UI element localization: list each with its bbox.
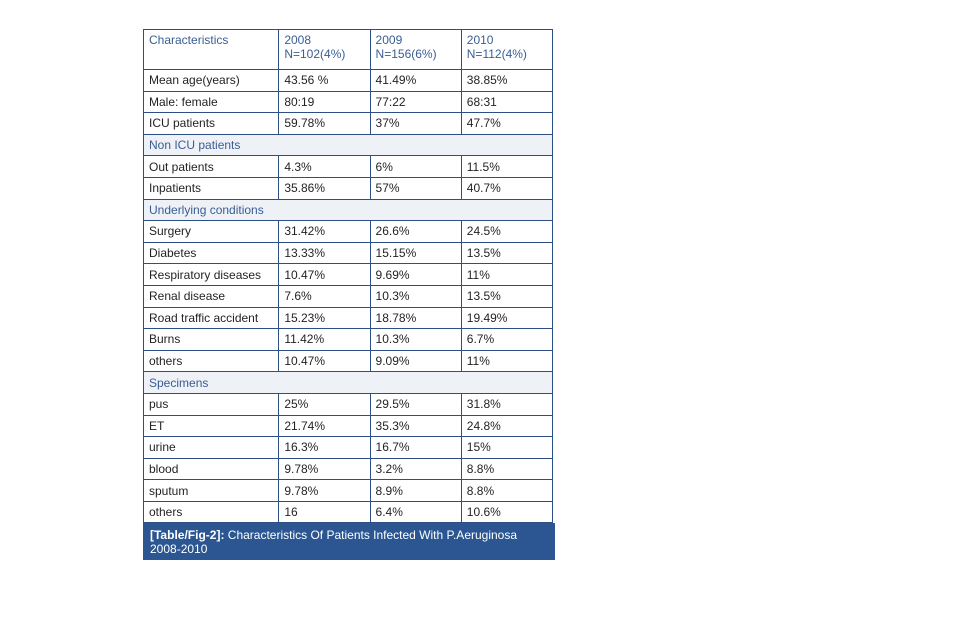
cell-value: 15.15% xyxy=(370,242,461,264)
cell-value: 8.8% xyxy=(461,480,552,502)
cell-value: 10.47% xyxy=(279,350,370,372)
table-body xyxy=(144,70,553,523)
table-row xyxy=(144,91,553,113)
cell-value: 9.69% xyxy=(370,264,461,286)
header-n: N=156(6%) xyxy=(375,47,437,61)
table-row xyxy=(144,393,553,415)
caption-text: Characteristics Of Patients Infected With P.Aeruginosa 2008-2010 xyxy=(150,528,518,557)
header-year: 2009 xyxy=(375,33,403,47)
row-label: pus xyxy=(144,393,279,415)
table-row xyxy=(144,113,553,135)
header-year: 2010 xyxy=(466,33,494,47)
cell-value: 11% xyxy=(461,264,552,286)
caption-tag: [Table/Fig-2]: xyxy=(150,528,225,543)
table-row xyxy=(144,329,553,351)
header-n: N=102(4%) xyxy=(284,47,346,61)
cell-value: 68:31 xyxy=(461,91,552,113)
table-row xyxy=(144,242,553,264)
cell-value: 31.8% xyxy=(461,393,552,415)
table-row xyxy=(144,501,553,523)
cell-value: 8.9% xyxy=(370,480,461,502)
row-label: others xyxy=(144,350,279,372)
cell-value: 9.09% xyxy=(370,350,461,372)
header-year: 2008 xyxy=(284,33,312,47)
cell-value: 9.78% xyxy=(279,458,370,480)
section-row xyxy=(144,372,553,394)
table-row xyxy=(144,177,553,199)
cell-value: 11.42% xyxy=(279,329,370,351)
cell-value: 10.6% xyxy=(461,501,552,523)
cell-value: 47.7% xyxy=(461,113,552,135)
row-label: ICU patients xyxy=(144,113,279,135)
header-2010 xyxy=(461,30,552,70)
cell-value: 21.74% xyxy=(279,415,370,437)
cell-value: 10.3% xyxy=(370,285,461,307)
header-n: N=112(4%) xyxy=(466,47,527,61)
row-label: others xyxy=(144,501,279,523)
cell-value: 35.3% xyxy=(370,415,461,437)
row-label: blood xyxy=(144,458,279,480)
cell-value: 3.2% xyxy=(370,458,461,480)
cell-value: 59.78% xyxy=(279,113,370,135)
row-label: Mean age(years) xyxy=(144,70,279,92)
cell-value: 24.5% xyxy=(461,221,552,243)
cell-value: 10.47% xyxy=(279,264,370,286)
table-row xyxy=(144,415,553,437)
row-label: sputum xyxy=(144,480,279,502)
row-label: Male: female xyxy=(144,91,279,113)
cell-value: 8.8% xyxy=(461,458,552,480)
table-row xyxy=(144,70,553,92)
row-label: Out patients xyxy=(144,156,279,178)
patient-characteristics-table xyxy=(143,29,553,523)
cell-value: 43.56 % xyxy=(279,70,370,92)
cell-value: 4.3% xyxy=(279,156,370,178)
patient-characteristics-table-figure xyxy=(143,29,553,560)
table-caption xyxy=(143,523,555,560)
cell-value: 16.3% xyxy=(279,437,370,459)
row-label: Renal disease xyxy=(144,285,279,307)
section-label: Specimens xyxy=(144,372,553,394)
cell-value: 26.6% xyxy=(370,221,461,243)
cell-value: 9.78% xyxy=(279,480,370,502)
cell-value: 15% xyxy=(461,437,552,459)
header-2009 xyxy=(370,30,461,70)
cell-value: 35.86% xyxy=(279,177,370,199)
cell-value: 13.33% xyxy=(279,242,370,264)
row-label: Burns xyxy=(144,329,279,351)
cell-value: 15.23% xyxy=(279,307,370,329)
cell-value: 6.7% xyxy=(461,329,552,351)
table-row xyxy=(144,264,553,286)
cell-value: 40.7% xyxy=(461,177,552,199)
cell-value: 7.6% xyxy=(279,285,370,307)
cell-value: 11.5% xyxy=(461,156,552,178)
cell-value: 80:19 xyxy=(279,91,370,113)
table-row xyxy=(144,307,553,329)
cell-value: 31.42% xyxy=(279,221,370,243)
cell-value: 77:22 xyxy=(370,91,461,113)
cell-value: 11% xyxy=(461,350,552,372)
cell-value: 25% xyxy=(279,393,370,415)
cell-value: 10.3% xyxy=(370,329,461,351)
cell-value: 38.85% xyxy=(461,70,552,92)
cell-value: 13.5% xyxy=(461,242,552,264)
table-row xyxy=(144,437,553,459)
table-row xyxy=(144,350,553,372)
row-label: Diabetes xyxy=(144,242,279,264)
cell-value: 18.78% xyxy=(370,307,461,329)
row-label: Road traffic accident xyxy=(144,307,279,329)
table-row xyxy=(144,221,553,243)
row-label: Respiratory diseases xyxy=(144,264,279,286)
table-row xyxy=(144,458,553,480)
cell-value: 57% xyxy=(370,177,461,199)
table-row xyxy=(144,480,553,502)
cell-value: 6.4% xyxy=(370,501,461,523)
cell-value: 16 xyxy=(279,501,370,523)
cell-value: 16.7% xyxy=(370,437,461,459)
section-row xyxy=(144,199,553,221)
cell-value: 41.49% xyxy=(370,70,461,92)
header-characteristics: Characteristics xyxy=(144,30,279,70)
table-header-row xyxy=(144,30,553,70)
table-row xyxy=(144,285,553,307)
table-row xyxy=(144,156,553,178)
cell-value: 13.5% xyxy=(461,285,552,307)
section-label: Non ICU patients xyxy=(144,134,553,156)
row-label: Surgery xyxy=(144,221,279,243)
cell-value: 19.49% xyxy=(461,307,552,329)
section-label: Underlying conditions xyxy=(144,199,553,221)
row-label: urine xyxy=(144,437,279,459)
cell-value: 24.8% xyxy=(461,415,552,437)
header-2008 xyxy=(279,30,370,70)
cell-value: 37% xyxy=(370,113,461,135)
cell-value: 6% xyxy=(370,156,461,178)
cell-value: 29.5% xyxy=(370,393,461,415)
row-label: Inpatients xyxy=(144,177,279,199)
row-label: ET xyxy=(144,415,279,437)
section-row xyxy=(144,134,553,156)
